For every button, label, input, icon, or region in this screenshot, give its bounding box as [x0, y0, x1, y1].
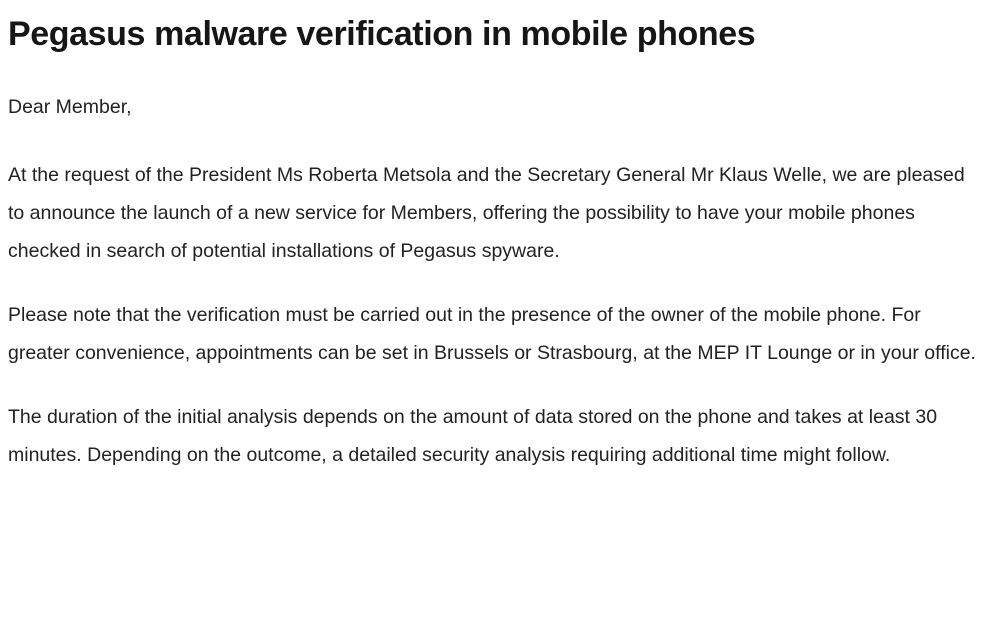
paragraph-verification-notice: Please note that the verification must be carried out in the presence of the owner of the mobile phone. For greater convenience, appointments can be set in Brussels or Strasbourg, at the MEP IT Lounge or in your office. — [8, 304, 976, 365]
page-title: Pegasus malware verification in mobile phones — [8, 15, 756, 53]
paragraph-duration: The duration of the initial analysis depends on the amount of data stored on the phone and takes at least 30 minutes. Depending on the outcome, a detailed security analysis requiring additional time might follow. — [8, 406, 938, 467]
salutation-text: Dear Member, — [8, 96, 132, 119]
paragraph-announcement: At the request of the President Ms Roberta Metsola and the Secretary General Mr Klaus Welle, we are pleased to announce the launch of a new service for Members, offering the possibility to have your mobile phones checked in search of potential installations of Pegasus spyware. — [8, 164, 965, 263]
